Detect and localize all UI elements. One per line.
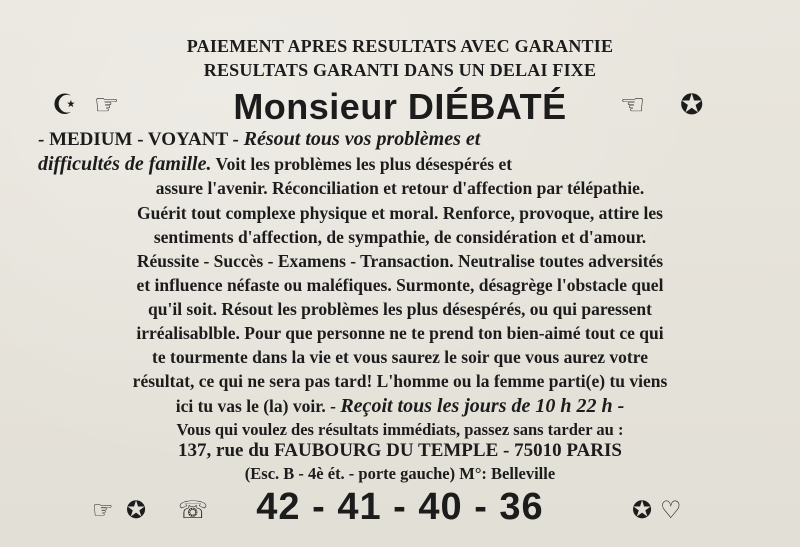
- closing-line: Vous qui voulez des résultats immédiats, passez sans tarder au :: [176, 420, 624, 439]
- star-circle-icon: ✪: [632, 498, 653, 524]
- telephone-icon: ☏: [178, 498, 209, 524]
- intro-line-1: [38, 128, 762, 151]
- tagline-part-b: difficultés de famille.: [38, 153, 212, 175]
- body-line-5: et influence néfaste ou maléfiques. Surmonte, désagrège l'obstacle quel: [136, 275, 664, 295]
- pointing-hand-icon: ☞: [92, 498, 114, 524]
- phone-number: 42 - 41 - 40 - 36: [256, 486, 544, 528]
- header-line-2: RESULTATS GARANTI DANS UN DELAI FIXE: [203, 60, 597, 80]
- body-line-9: résultat, ce qui ne sera pas tard! L'homme ou la femme parti(e) tu viens: [132, 371, 668, 391]
- body-line-6: qu'il soit. Résout les problèmes les plus désespérés, ou qui paressent: [148, 299, 652, 319]
- visit-prefix: ici tu vas le (la) voir. -: [175, 396, 341, 416]
- body-line-2: Guérit tout complexe physique et moral. Renforce, provoque, attire les: [137, 203, 663, 223]
- address: 137, rue du FAUBOURG DU TEMPLE - 75010 PARIS: [178, 440, 622, 461]
- access-info: (Esc. B - 4è ét. - porte gauche) M°: Belleville: [244, 464, 556, 483]
- heart-icon: ♡: [660, 498, 682, 524]
- header-line-1: PAIEMENT APRES RESULTATS AVEC GARANTIE: [186, 36, 614, 56]
- body-line-7: irréalisablble. Pour que personne ne te prend ton bien-aimé tout ce qui: [136, 323, 664, 343]
- star-crescent-icon: ☪: [52, 90, 78, 121]
- role-text: - MEDIUM - VOYANT -: [38, 129, 244, 150]
- intro-continuation: Voit les problèmes les plus désespérés et: [211, 154, 513, 174]
- visit-line: [0, 395, 800, 418]
- body-line-1: assure l'avenir. Réconciliation et retour d'affection par télépathie.: [155, 178, 645, 198]
- title-row: [50, 86, 750, 128]
- star-circle-icon: ✪: [126, 498, 147, 524]
- pointing-hand-icon: ☞: [94, 90, 120, 121]
- practitioner-name: Monsieur DIÉBATÉ: [233, 86, 567, 127]
- pointing-hand-left-icon: ☜: [620, 90, 646, 121]
- star-circle-icon: ✪: [680, 90, 704, 121]
- reception-hours: Reçoit tous les jours de 10 h 22 h -: [340, 395, 625, 417]
- body-line-8: te tourmente dans la vie et vous saurez le soir que vous aurez votre: [152, 347, 648, 367]
- tagline-part-a: Résout tous vos problèmes et: [243, 128, 481, 150]
- body-line-3: sentiments d'affection, de sympathie, de considération et d'amour.: [153, 227, 647, 247]
- body-line-4: Réussite - Succès - Examens - Transaction. Neutralise toutes adversités: [136, 251, 664, 271]
- phone-row: [0, 486, 800, 536]
- intro-line-2: [38, 153, 762, 176]
